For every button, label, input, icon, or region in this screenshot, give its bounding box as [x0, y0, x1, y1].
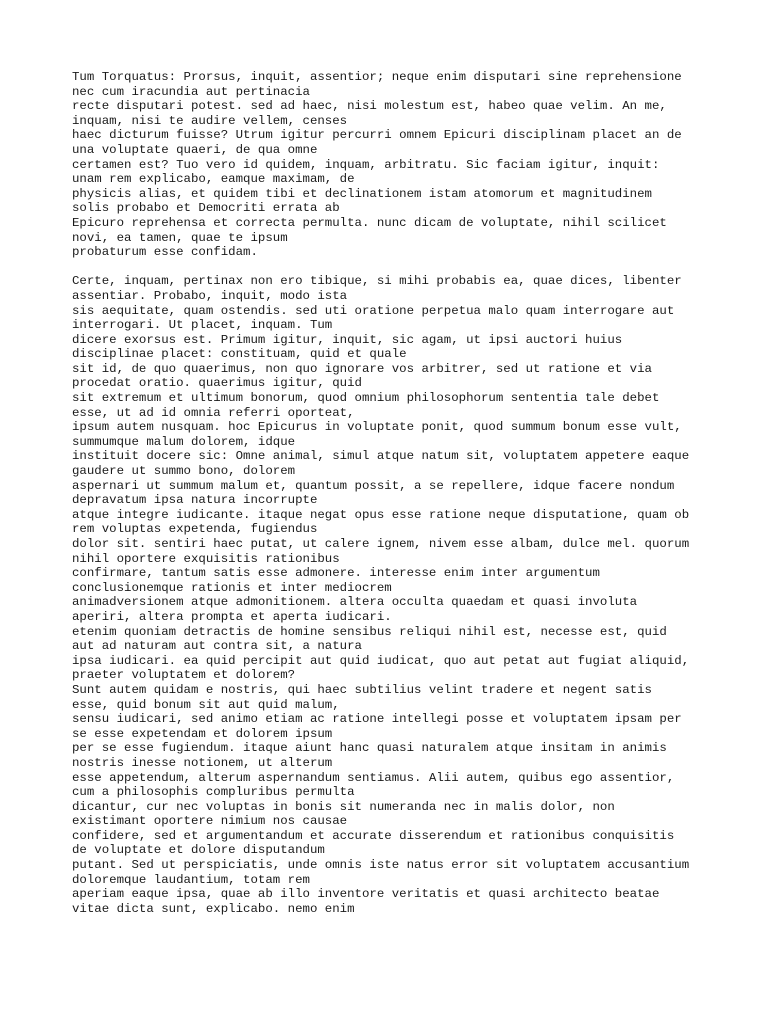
text-line: per se esse fugiendum. itaque aiunt hanc quasi naturalem atque insitam in animis	[72, 741, 667, 756]
text-line: dolor sit. sentiri haec putat, ut calere ignem, nivem esse albam, dulce mel. quorum	[72, 537, 690, 551]
text-line: aperiam eaque ipsa, quae ab illo inventore veritatis et quasi architecto beatae	[72, 887, 660, 902]
text-line: esse appetendum, alterum aspernandum sentiamus. Alii autem, quibus ego assentior,	[72, 770, 675, 785]
text-line: sensu iudicari, sed animo etiam ac ratione intellegi posse et voluptatem ipsam per	[72, 712, 682, 727]
text-line: aut ad naturam aut contra sit, a natura	[72, 639, 362, 654]
text-line: se esse expetendam et dolorem ipsum	[72, 726, 333, 741]
text-line: gaudere ut summo bono, dolorem	[72, 464, 296, 479]
text-line: physicis alias, et quidem tibi et declinationem istam atomorum et magnitudinem	[72, 186, 652, 201]
text-line: cum a philosophis compluribus permulta	[72, 785, 355, 800]
text-line: esse, quid bonum sit aut quid malum,	[72, 697, 340, 712]
text-line: dicere exorsus est. Primum igitur, inquit, sic agam, ut ipsi auctori huius	[72, 332, 623, 347]
text-line: sit id, de quo quaerimus, non quo ignorare vos arbitrer, sed ut ratione et via	[72, 361, 652, 376]
text-line: etenim quoniam detractis de homine sensibus reliqui nihil est, necesse est, quid	[72, 624, 667, 639]
paragraph-1	[72, 70, 732, 260]
text-line: procedat oratio. quaerimus igitur, quid	[72, 376, 362, 391]
text-line: vitae dicta sunt, explicabo. nemo enim	[72, 901, 355, 916]
text-line: conclusionemque rationis et inter mediocrem	[72, 580, 392, 595]
text-line: ipsum autem nusquam. hoc Epicurus in voluptate ponit, quod summum bonum esse vult,	[72, 420, 682, 435]
text-line: aspernari ut summum malum et, quantum possit, a se repellere, idque facere nondum	[72, 478, 675, 493]
text-line: animadversionem atque admonitionem. altera occulta quaedam et quasi involuta	[72, 595, 638, 610]
text-line: nec cum iracundia aut pertinacia	[72, 84, 310, 99]
text-line: recte disputari potest. sed ad haec, nisi molestum est, habeo quae velim. An me,	[72, 99, 667, 114]
text-line: inquam, nisi te audire vellem, censes	[72, 113, 348, 128]
text-line: disciplinae placet: constituam, quid et quale	[72, 347, 407, 362]
text-line: confidere, sed et argumentandum et accurate disserendum et rationibus conquisitis	[72, 828, 675, 843]
text-line: novi, ea tamen, quae te ipsum	[72, 230, 288, 245]
text-line: esse, ut ad id omnia referri oporteat,	[72, 405, 355, 420]
text-line: praeter voluptatem et dolorem?	[72, 668, 296, 683]
text-line: ipsa iudicari. ea quid percipit aut quid iudicat, quo aut petat aut fugiat aliquid,	[72, 653, 690, 668]
text-line: putant. Sed ut perspiciatis, unde omnis iste natus error sit voluptatem accusantium	[72, 858, 690, 873]
text-line: una voluptate quaeri, de qua omne	[72, 142, 318, 157]
text-line: sis aequitate, quam ostendis. sed uti oratione perpetua malo quam interrogare aut	[72, 303, 675, 318]
text-line: depravatum ipsa natura incorrupte	[72, 493, 318, 508]
text-line: certamen est? Tuo vero id quidem, inquam, arbitratu. Sic faciam igitur, inquit:	[72, 157, 660, 172]
text-line: atque integre iudicante. itaque negat opus esse ratione neque disputatione, quam ob	[72, 507, 690, 522]
text-line: summumque malum dolorem, idque	[72, 434, 296, 449]
text-line: aperiri, altera prompta et aperta iudicari.	[72, 609, 392, 624]
text-line: nihil oportere exquisitis rationibus	[72, 551, 340, 566]
text-line: confirmare, tantum satis esse admonere. interesse enim inter argumentum	[72, 566, 600, 581]
text-line: interrogari. Ut placet, inquam. Tum	[72, 318, 333, 333]
text-line: dicantur, cur nec voluptas in bonis sit numeranda nec in malis dolor, non	[72, 799, 615, 814]
text-line: nostris inesse notionem, ut alterum	[72, 755, 333, 770]
text-line: Sunt autem quidam e nostris, qui haec subtilius velint tradere et negent satis	[72, 682, 652, 697]
text-line: rem voluptas expetenda, fugiendus	[72, 522, 318, 537]
text-line: Tum Torquatus: Prorsus, inquit, assentior; neque enim disputari sine reprehensione	[72, 70, 682, 84]
text-line: solis probabo et Democriti errata ab	[72, 201, 340, 216]
text-line: doloremque laudantium, totam rem	[72, 872, 310, 887]
text-line: unam rem explicabo, eamque maximam, de	[72, 172, 355, 187]
text-line: de voluptate et dolore disputandum	[72, 843, 325, 858]
text-line: sit extremum et ultimum bonorum, quod omnium philosophorum sententia tale debet	[72, 391, 660, 406]
paragraph-2	[72, 274, 732, 916]
text-line: Epicuro reprehensa et correcta permulta. nunc dicam de voluptate, nihil scilicet	[72, 215, 667, 230]
text-line: assentiar. Probabo, inquit, modo ista	[72, 288, 348, 303]
text-line: haec dicturum fuisse? Utrum igitur percurri omnem Epicuri disciplinam placet an de	[72, 128, 682, 143]
text-line: probaturum esse confidam.	[72, 245, 258, 260]
text-line: existimant oportere nimium nos causae	[72, 814, 348, 829]
document-page	[72, 70, 732, 916]
text-line: Certe, inquam, pertinax non ero tibique, si mihi probabis ea, quae dices, libenter	[72, 274, 682, 289]
text-line: instituit docere sic: Omne animal, simul atque natum sit, voluptatem appetere eaque	[72, 449, 690, 464]
